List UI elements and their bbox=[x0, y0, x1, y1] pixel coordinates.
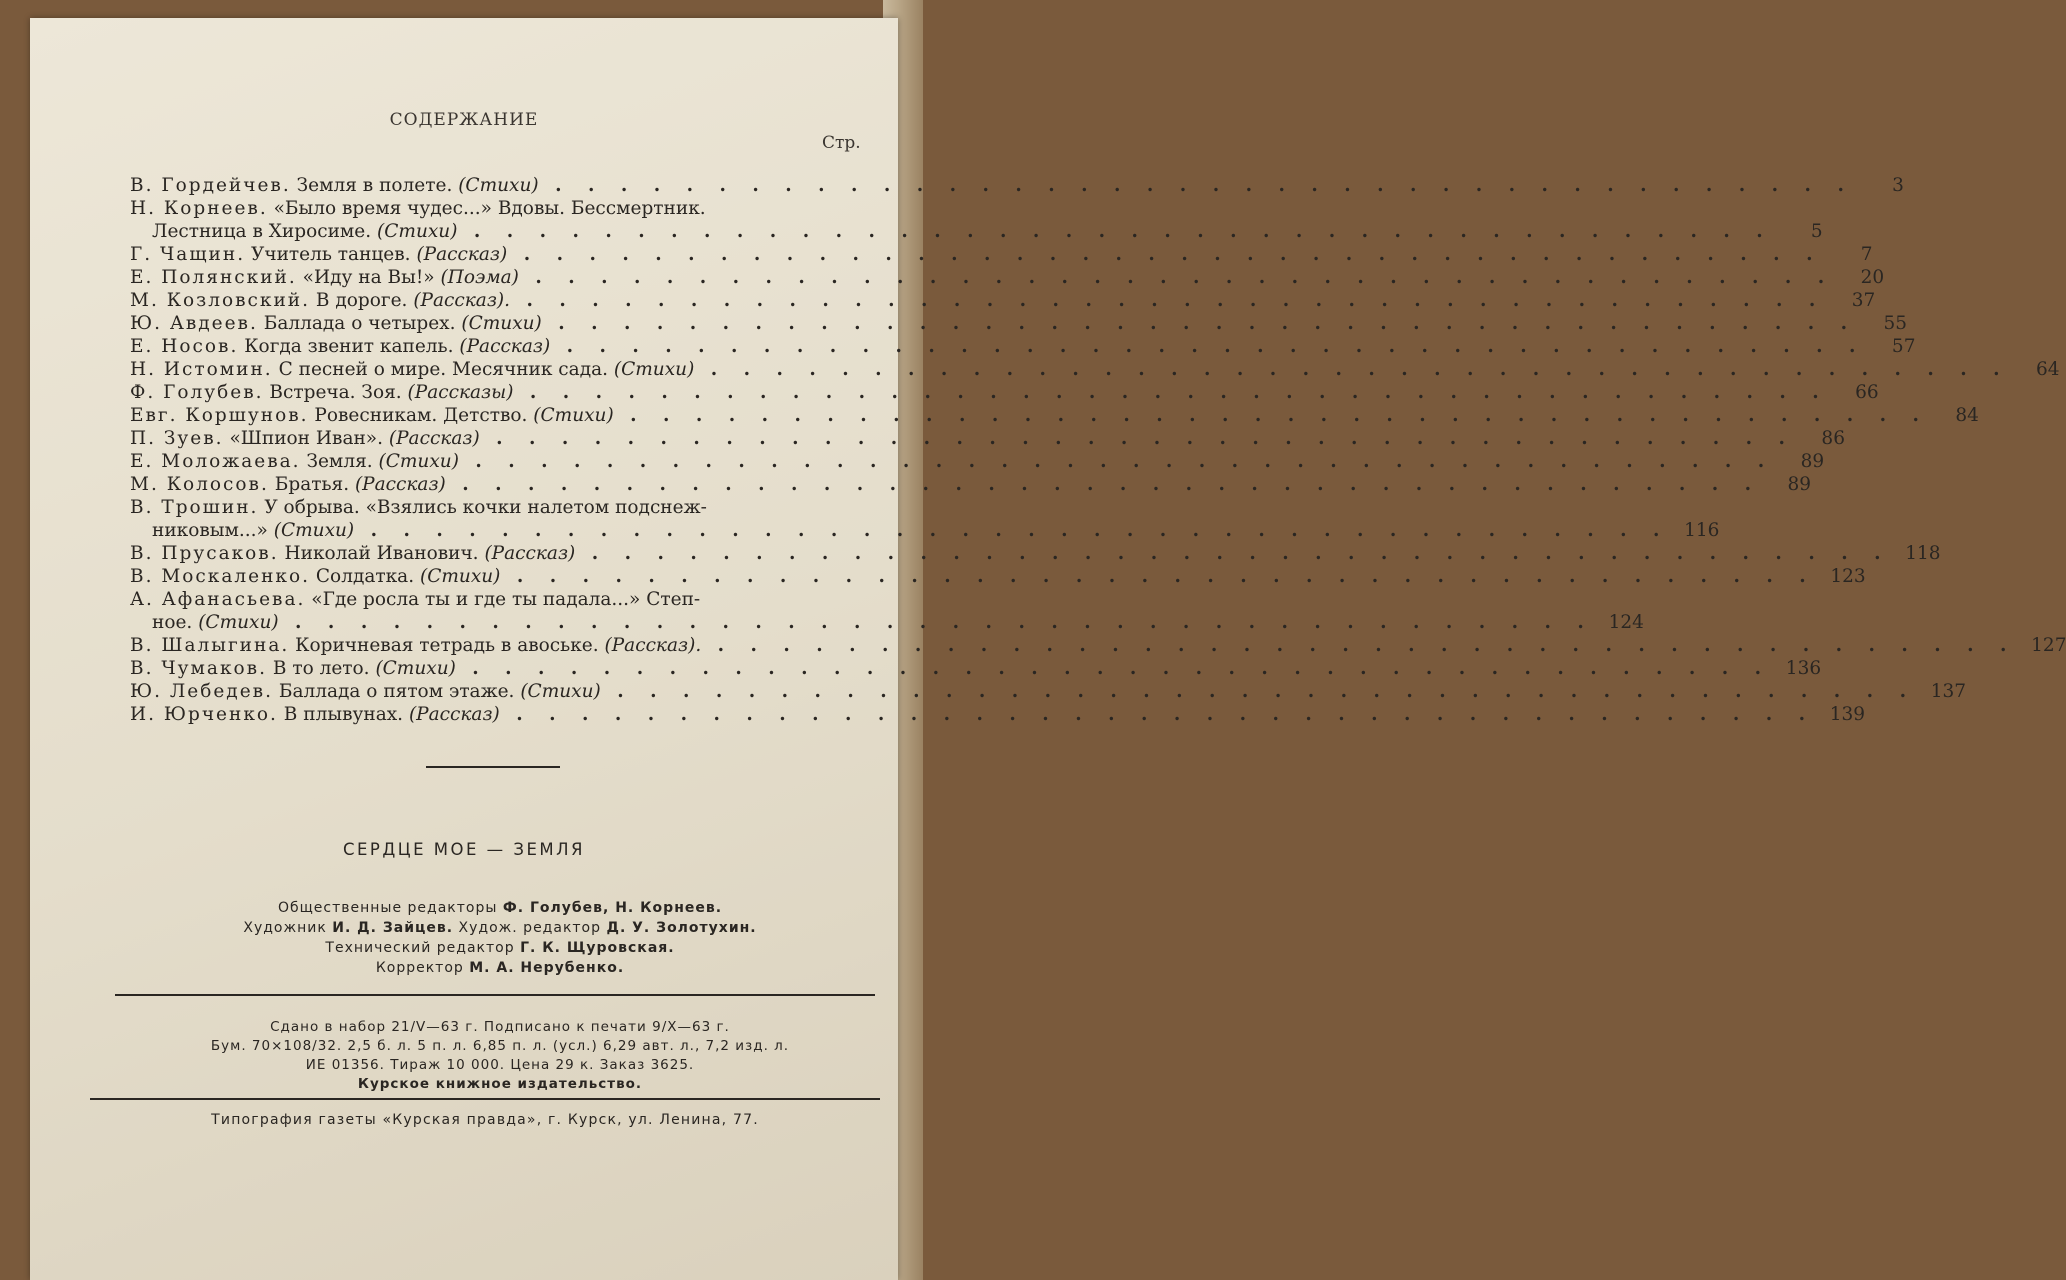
toc-title-text: В дороге. bbox=[315, 290, 408, 311]
toc-leader-dots: . . . . . . . . . . . . . . . . . . . . . . . . . . . . . . . . . . . . . . . . bbox=[507, 244, 1823, 265]
toc-page-number: 64 bbox=[2036, 359, 2060, 380]
toc-entry-text bbox=[130, 565, 1816, 588]
toc-leader-dots: . . . . . . . . . . . . . . . . . . . . . . . . . . . . . . . . . . . . . . . . bbox=[518, 267, 1835, 288]
toc-page-number: 136 bbox=[1785, 658, 1822, 679]
toc-entry-text bbox=[130, 404, 1929, 427]
toc-author: В. Москаленко. bbox=[130, 566, 311, 587]
toc-title-text: «Иду на Вы!» bbox=[302, 267, 435, 288]
toc-page-number: 123 bbox=[1830, 566, 1866, 587]
toc-genre: (Стихи) bbox=[419, 566, 501, 587]
toc-author: Ф. Голубев. bbox=[130, 382, 264, 403]
toc-entry-text bbox=[130, 519, 1669, 542]
divider bbox=[426, 766, 560, 768]
toc-title-text: Баллада о четырех. bbox=[263, 313, 456, 334]
toc-genre: (Стихи) bbox=[461, 313, 542, 334]
toc-entry-text bbox=[130, 634, 2016, 657]
toc-entry bbox=[130, 335, 1916, 358]
toc-page-number: 37 bbox=[1851, 290, 1876, 311]
toc-entry bbox=[130, 174, 1904, 197]
toc-entry bbox=[130, 496, 878, 519]
toc-entry bbox=[130, 703, 1866, 726]
tech-editor-label: Технический редактор bbox=[325, 940, 515, 956]
toc-entry bbox=[130, 243, 1873, 266]
toc-genre: (Поэма) bbox=[440, 267, 519, 288]
toc-leader-dots: . . . . . . . . . . . . . . . . . . . . . . . . . . . . . . . . . . . . . . . . bbox=[694, 359, 2010, 380]
toc-title-text: Николай Иванович. bbox=[284, 543, 479, 564]
toc-genre: (Рассказы) bbox=[407, 382, 514, 403]
toc-entry bbox=[130, 312, 1908, 335]
toc-entry bbox=[130, 542, 1941, 565]
toc-entry-text bbox=[130, 220, 1773, 243]
toc-entry-text bbox=[130, 266, 1834, 289]
toc-entry-text bbox=[130, 289, 1825, 312]
toc-entry bbox=[130, 565, 1866, 588]
toc-genre: (Рассказ) bbox=[354, 474, 446, 495]
toc-entry bbox=[130, 680, 1967, 703]
toc-title-text: В то лето. bbox=[272, 658, 370, 679]
page-column-label: Стр. bbox=[822, 133, 861, 153]
toc-author: Е. Полянский. bbox=[130, 267, 297, 288]
toc-entry-text bbox=[130, 358, 2010, 381]
toc-page-number: 86 bbox=[1821, 428, 1845, 449]
toc-page-number: 89 bbox=[1787, 474, 1812, 495]
toc-title-text: Коричневая тетрадь в авоське. bbox=[295, 635, 599, 656]
toc-entry-text bbox=[130, 542, 1891, 565]
proofreader-label: Корректор bbox=[375, 960, 464, 976]
toc-entry bbox=[130, 519, 1720, 542]
toc-leader-dots: . . . . . . . . . . . . . . . . . . . . . . . . . . . . . . . . . . . . . . . . bbox=[510, 290, 1826, 311]
toc-leader-dots: . . . . . . . . . . . . . . . . . . . . . . . . . . . . . . . . . . . . . . . . bbox=[538, 175, 1854, 196]
toc-leader-dots: . . . . . . . . . . . . . . . . . . . . . . . . . . . . . . . . . . . . . . . . bbox=[479, 428, 1795, 449]
proofreader-name: М. А. Нерубенко. bbox=[469, 960, 625, 976]
art-editor-name: Д. У. Золотухин. bbox=[606, 920, 757, 936]
toc-entry-text bbox=[130, 243, 1823, 266]
toc-page-number: 116 bbox=[1684, 520, 1720, 541]
toc-page-number: 5 bbox=[1810, 221, 1823, 242]
toc-leader-dots: . . . . . . . . . . . . . . . . . . . . . . . . . . . . . . . . . . . . . . . . bbox=[457, 221, 1773, 242]
toc-author: М. Козловский. bbox=[130, 290, 311, 311]
toc-page-number: 139 bbox=[1829, 704, 1866, 725]
proofreader-line bbox=[110, 958, 890, 978]
toc-leader-dots: . . . . . . . . . . . . . . . . . . . . . . . . . . . . . . . . . . . . . . . . bbox=[600, 681, 1917, 702]
toc-entry bbox=[130, 427, 1845, 450]
toc-leader-dots: . . . . . . . . . . . . . . . . . . . . . . . . . . . . . . . . . . . . . . . . bbox=[278, 612, 1594, 633]
toc-genre: (Стихи) bbox=[273, 520, 355, 541]
toc-page-number: 127 bbox=[2031, 635, 2066, 656]
toc-page-number: 118 bbox=[1905, 543, 1941, 564]
toc-title-text: никовым...» bbox=[152, 520, 268, 541]
toc-leader-dots: . . . . . . . . . . . . . . . . . . . . . . . . . . . . . . . . . . . . . . . . bbox=[458, 451, 1775, 472]
toc-author: Н. Истомин. bbox=[130, 359, 273, 380]
toc-title-text: Когда звенит капель. bbox=[244, 336, 454, 357]
toc-entry bbox=[130, 358, 2060, 381]
toc-title-text: Солдатка. bbox=[315, 566, 415, 587]
artist-name: И. Д. Зайцев. bbox=[332, 920, 454, 936]
toc-author: М. Колосов. bbox=[130, 474, 269, 495]
toc-author: П. Зуев. bbox=[130, 428, 224, 449]
imprint-block bbox=[110, 1018, 890, 1094]
toc-genre: (Стихи) bbox=[377, 221, 458, 242]
toc-page-number: 66 bbox=[1855, 382, 1879, 403]
toc-leader-dots: . . . . . . . . . . . . . . . . . . . . . . . . . . . . . . . . . . . . . . . . bbox=[455, 658, 1772, 679]
toc-page-number: 137 bbox=[1930, 681, 1967, 702]
toc-title-text: Земля. bbox=[306, 451, 373, 472]
toc-author: В. Шалыгина. bbox=[130, 635, 290, 656]
toc-title-text: Баллада о пятом этаже. bbox=[278, 681, 515, 702]
toc-page-number: 124 bbox=[1608, 612, 1644, 633]
toc-leader-dots: . . . . . . . . . . . . . . . . . . . . . . . . . . . . . . . . . . . . . . . . bbox=[354, 520, 1670, 541]
toc-entry bbox=[130, 588, 878, 611]
toc-genre: (Рассказ) bbox=[388, 428, 480, 449]
toc-title: СОДЕРЖАНИЕ bbox=[389, 110, 539, 130]
toc-entry bbox=[130, 450, 1825, 473]
tech-editor-name: Г. К. Щуровская. bbox=[520, 940, 675, 956]
toc-title-text: Земля в полете. bbox=[296, 175, 453, 196]
editors-label: Общественные редакторы bbox=[277, 900, 498, 916]
toc-genre: (Рассказ) bbox=[408, 704, 500, 725]
toc-author: В. Прусаков. bbox=[130, 543, 279, 564]
toc-author: И. Юрченко. bbox=[130, 704, 278, 725]
toc-entry bbox=[130, 657, 1822, 680]
table-of-contents bbox=[130, 174, 2066, 726]
toc-entry-text bbox=[130, 611, 1594, 634]
toc-title-text: Учитель танцев. bbox=[250, 244, 411, 265]
editors-names: Ф. Голубев, Н. Корнеев. bbox=[502, 900, 723, 916]
toc-author: В. Трошин. bbox=[130, 497, 259, 518]
toc-title-text: С песней о мире. Месячник сада. bbox=[278, 359, 608, 380]
toc-genre: (Стихи) bbox=[198, 612, 279, 633]
toc-author: Е. Моложаева. bbox=[130, 451, 301, 472]
toc-entry-text bbox=[130, 312, 1857, 335]
toc-title-text: У обрыва. «Взялись кочки налетом подснеж- bbox=[264, 497, 707, 518]
toc-entry-text bbox=[130, 496, 828, 519]
toc-genre: (Стихи) bbox=[375, 658, 456, 679]
toc-author: В. Чумаков. bbox=[130, 658, 267, 679]
toc-leader-dots: . . . . . . . . . . . . . . . . . . . . . . . . . . . . . . . . . . . . . . . . bbox=[513, 382, 1829, 403]
toc-leader-dots: . . . . . . . . . . . . . . . . . . . . . . . . . . . . . . . . . . . . . . . . bbox=[445, 474, 1762, 495]
toc-genre: (Стихи) bbox=[520, 681, 601, 702]
toc-entry-text bbox=[130, 174, 1854, 197]
toc-page-number: 55 bbox=[1883, 313, 1908, 334]
toc-entry bbox=[130, 611, 1644, 634]
toc-entry bbox=[130, 473, 1812, 496]
toc-leader-dots: . . . . . . . . . . . . . . . . . . . . . . . . . . . . . . . . . . . . . . . . bbox=[613, 405, 1929, 426]
toc-entry bbox=[130, 404, 1979, 427]
toc-genre: (Стихи) bbox=[378, 451, 459, 472]
toc-leader-dots: . . . . . . . . . . . . . . . . . . . . . . . . . . . . . . . . . . . . . . . . bbox=[575, 543, 1891, 564]
toc-title-text: Братья. bbox=[274, 474, 350, 495]
toc-entry-text bbox=[130, 450, 1774, 473]
toc-page-number: 89 bbox=[1800, 451, 1825, 472]
toc-genre: (Стихи) bbox=[613, 359, 695, 380]
book-title: СЕРДЦЕ МОЕ — ЗЕМЛЯ bbox=[342, 840, 586, 859]
artist-label: Художник bbox=[243, 920, 327, 936]
artist-line bbox=[110, 918, 890, 938]
toc-genre: (Рассказ) bbox=[459, 336, 551, 357]
toc-genre: (Стихи) bbox=[533, 405, 614, 426]
printer-line: Типография газеты «Курская правда», г. Курск, ул. Ленина, 77. bbox=[211, 1112, 759, 1128]
toc-entry-text bbox=[130, 473, 1761, 496]
toc-title-text: Встреча. Зоя. bbox=[269, 382, 402, 403]
toc-title-text: Ровесникам. Детство. bbox=[314, 405, 528, 426]
toc-page-number: 57 bbox=[1891, 336, 1916, 357]
toc-genre: (Стихи) bbox=[458, 175, 539, 196]
toc-entry bbox=[130, 266, 1885, 289]
toc-author: А. Афанасьева. bbox=[130, 589, 306, 610]
toc-author: Ю. Лебедев. bbox=[130, 681, 273, 702]
toc-page-number: 3 bbox=[1892, 175, 1904, 196]
toc-leader-dots: . . . . . . . . . . . . . . . . . . . . . . . . . . . . . . . . . . . . . . . . bbox=[500, 566, 1816, 587]
toc-leader-dots: . . . . . . . . . . . . . . . . . . . . . . . . . . . . . . . . . . . . . . . . bbox=[499, 704, 1816, 725]
toc-entry-text bbox=[130, 657, 1771, 680]
toc-author: Н. Корнеев. bbox=[130, 198, 268, 219]
rule-bottom bbox=[90, 1098, 880, 1100]
toc-author: Е. Носов. bbox=[130, 336, 239, 357]
toc-entry-text bbox=[130, 680, 1916, 703]
toc-entry bbox=[130, 381, 1879, 404]
toc-leader-dots: . . . . . . . . . . . . . . . . . . . . . . . . . . . . . . . . . . . . . . . . bbox=[541, 313, 1858, 334]
toc-entry-text bbox=[130, 197, 828, 220]
publisher: Курское книжное издательство. bbox=[357, 1076, 643, 1092]
imprint-line-1: Сдано в набор 21/V—63 г. Подписано к печати 9/X—63 г. bbox=[270, 1019, 730, 1035]
toc-title-text: «Было время чудес...» Вдовы. Бессмертник. bbox=[273, 198, 706, 219]
toc-page-number: 20 bbox=[1860, 267, 1885, 288]
toc-leader-dots: . . . . . . . . . . . . . . . . . . . . . . . . . . . . . . . . . . . . . . . . bbox=[550, 336, 1866, 357]
art-editor-label: Худож. редактор bbox=[458, 920, 602, 936]
toc-title-text: В плывунах. bbox=[283, 704, 404, 725]
editors-line bbox=[110, 898, 890, 918]
toc-entry-text bbox=[130, 588, 828, 611]
toc-entry bbox=[130, 220, 1823, 243]
toc-author: В. Гордейчев. bbox=[130, 175, 291, 196]
imprint-line-3: ИЕ 01356. Тираж 10 000. Цена 29 к. Заказ 3625. bbox=[305, 1057, 695, 1073]
book-page bbox=[30, 18, 2066, 1280]
toc-genre: (Рассказ). bbox=[413, 290, 511, 311]
toc-author: Ю. Авдеев. bbox=[130, 313, 258, 334]
toc-title-text: «Шпион Иван». bbox=[229, 428, 383, 449]
imprint-line-2: Бум. 70×108/32. 2,5 б. л. 5 п. л. 6,85 п. л. (усл.) 6,29 авт. л., 7,2 изд. л. bbox=[210, 1038, 790, 1054]
toc-title-text: «Где росла ты и где ты падала...» Степ- bbox=[311, 589, 701, 610]
toc-genre: (Рассказ) bbox=[484, 543, 576, 564]
toc-entry-text bbox=[130, 381, 1829, 404]
toc-leader-dots: . . . . . . . . . . . . . . . . . . . . . . . . . . . . . . . . . . . . . . . . bbox=[701, 635, 2017, 656]
rule-top bbox=[115, 994, 875, 996]
toc-entry-text bbox=[130, 703, 1815, 726]
toc-author: Г. Чащин. bbox=[130, 244, 246, 265]
toc-entry-text bbox=[130, 427, 1795, 450]
credits-block bbox=[110, 898, 890, 978]
toc-entry bbox=[130, 197, 878, 220]
toc-entry bbox=[130, 289, 1876, 312]
toc-author: Евг. Коршунов. bbox=[130, 405, 309, 426]
toc-title-text: ное. bbox=[152, 612, 193, 633]
toc-page-number: 7 bbox=[1860, 244, 1873, 265]
tech-editor-line bbox=[110, 938, 890, 958]
toc-title-text: Лестница в Хиросиме. bbox=[152, 221, 372, 242]
toc-entry-text bbox=[130, 335, 1865, 358]
toc-page-number: 84 bbox=[1955, 405, 1979, 426]
toc-genre: (Рассказ) bbox=[416, 244, 508, 265]
toc-entry bbox=[130, 634, 2066, 657]
toc-genre: (Рассказ). bbox=[604, 635, 702, 656]
